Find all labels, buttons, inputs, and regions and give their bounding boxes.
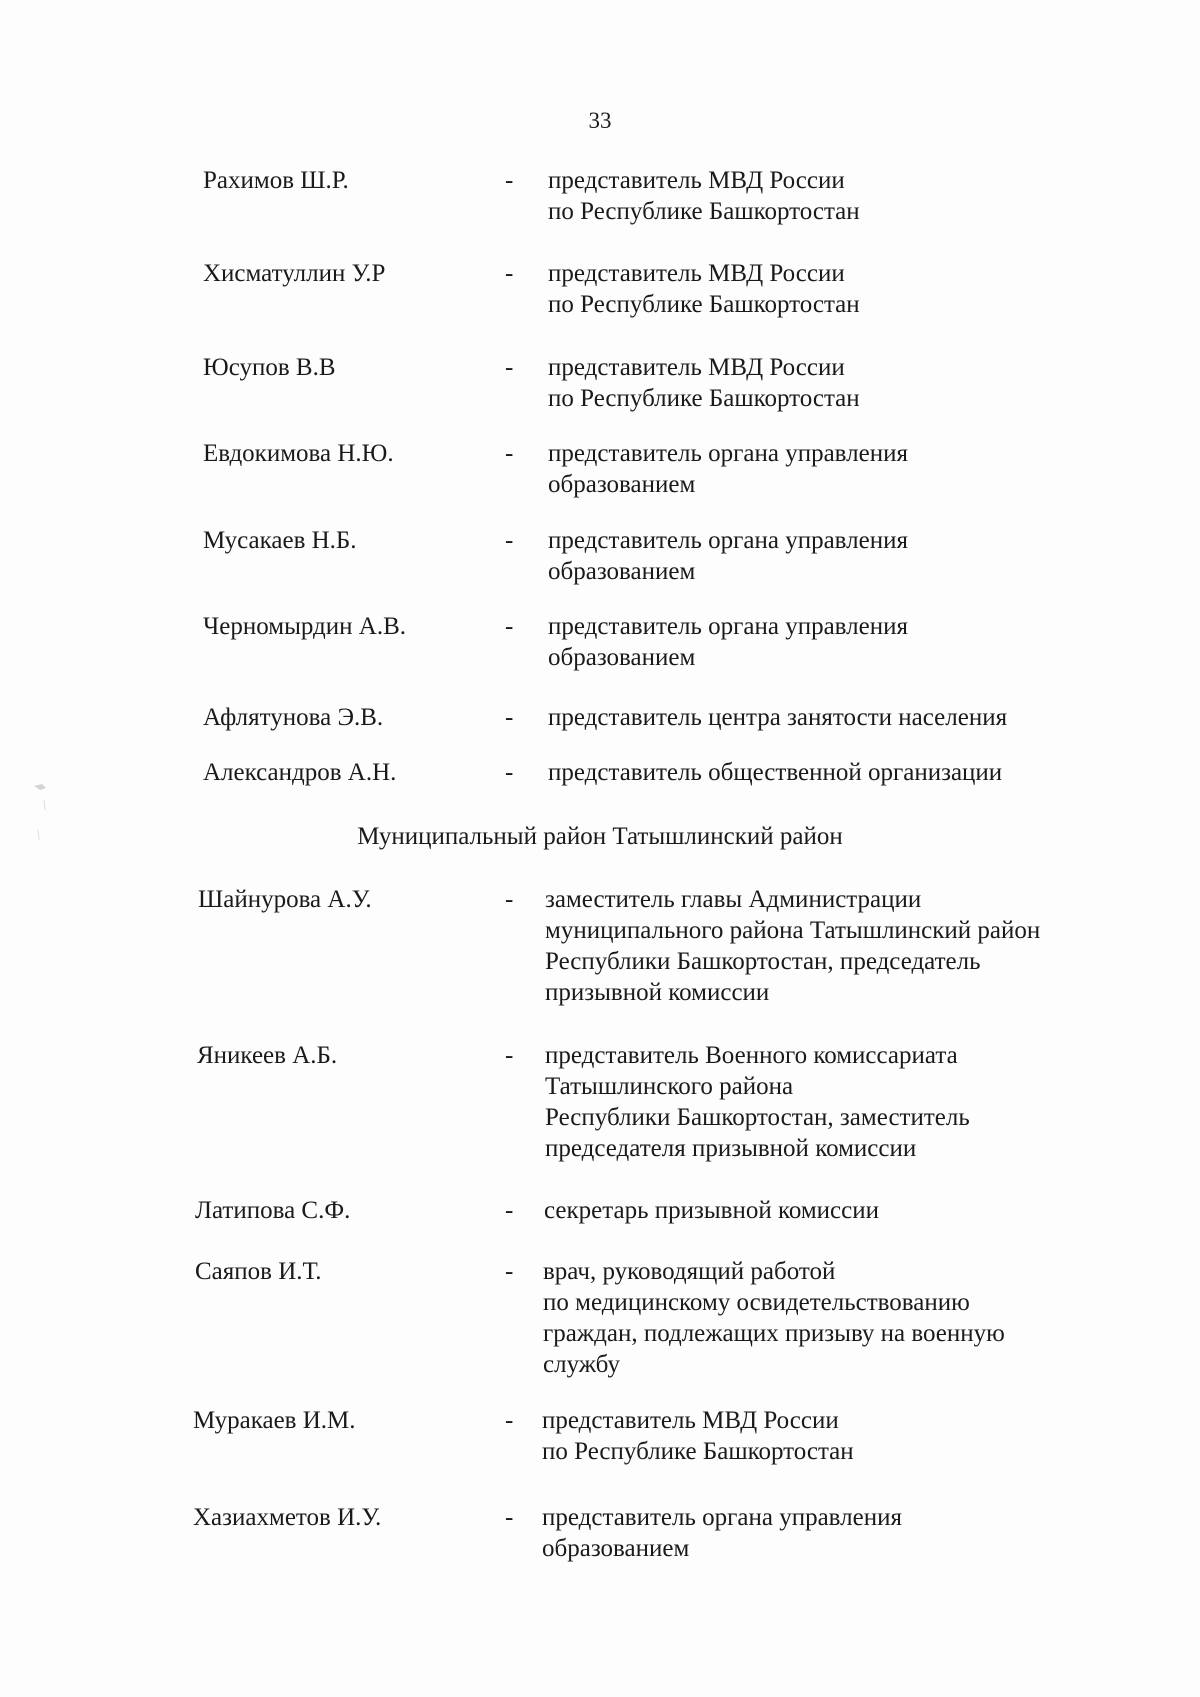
separator-dash: -	[505, 354, 514, 381]
role-line: представитель органа управления	[548, 440, 908, 467]
role-line: председателя призывной комиссии	[545, 1135, 917, 1162]
role-line: по медицинскому освидетельствованию	[543, 1289, 970, 1316]
role-line: представитель центра занятости населения	[548, 704, 1008, 731]
role-line: секретарь призывной комиссии	[544, 1197, 880, 1224]
separator-dash: -	[505, 167, 514, 194]
role-line: представитель общественной организации	[548, 759, 1003, 786]
member-role	[548, 165, 1108, 227]
member-role	[548, 438, 1108, 500]
role-line: по Республике Башкортостан	[548, 198, 860, 225]
member-name: Шайнурова А.У.	[198, 886, 372, 913]
role-line: врач, руководящий работой	[543, 1258, 836, 1285]
member-role	[545, 1040, 1105, 1164]
separator-dash: -	[505, 704, 514, 731]
role-line: Татышлинского района	[545, 1073, 794, 1100]
member-role	[545, 884, 1105, 1008]
role-line: заместитель главы Администрации	[545, 886, 922, 913]
section-heading: Муниципальный район Татышлинский район	[357, 823, 843, 850]
role-line: образованием	[548, 558, 696, 585]
member-name: Хисматуллин У.Р	[203, 260, 386, 287]
member-role	[542, 1405, 1102, 1467]
member-name: Мусакаев Н.Б.	[203, 527, 357, 554]
separator-dash: -	[505, 527, 514, 554]
separator-dash: -	[505, 759, 514, 786]
member-name: Саяпов И.Т.	[195, 1258, 322, 1285]
separator-dash: -	[505, 1197, 514, 1224]
role-line: образованием	[548, 471, 696, 498]
role-line: представитель МВД России	[548, 167, 845, 194]
role-line: образованием	[542, 1535, 690, 1562]
member-name: Яникеев А.Б.	[197, 1042, 338, 1069]
separator-dash: -	[505, 886, 514, 913]
role-line: Республики Башкортостан, заместитель	[545, 1104, 970, 1131]
role-line: представитель органа управления	[548, 527, 908, 554]
member-name: Муракаев И.М.	[193, 1407, 356, 1434]
member-role	[548, 525, 1108, 587]
member-name: Хазиахметов И.У.	[193, 1504, 382, 1531]
role-line: граждан, подлежащих призыву на военную	[543, 1320, 1005, 1347]
role-line: представитель МВД России	[548, 354, 845, 381]
role-line: службу	[543, 1351, 620, 1378]
role-line: по Республике Башкортостан	[548, 385, 860, 412]
role-line: представитель органа управления	[542, 1504, 902, 1531]
member-name: Латипова С.Ф.	[195, 1197, 351, 1224]
role-line: Республики Башкортостан, председатель	[545, 948, 981, 975]
member-role	[548, 611, 1108, 673]
member-role	[542, 1502, 1102, 1564]
separator-dash: -	[505, 440, 514, 467]
member-role	[548, 757, 1108, 788]
role-line: представитель органа управления	[548, 613, 908, 640]
member-name: Афлятунова Э.В.	[203, 704, 384, 731]
role-line: представитель МВД России	[548, 260, 845, 287]
role-line: муниципального района Татышлинский район	[545, 917, 1041, 944]
separator-dash: -	[505, 1504, 514, 1531]
role-line: по Республике Башкортостан	[542, 1438, 854, 1465]
scan-artifact-icon	[30, 780, 52, 860]
page-number: 33	[588, 108, 612, 133]
separator-dash: -	[505, 1258, 514, 1285]
role-line: образованием	[548, 644, 696, 671]
member-role	[548, 258, 1108, 320]
role-line: представитель Военного комиссариата	[545, 1042, 958, 1069]
member-role	[544, 1195, 1104, 1226]
member-name: Рахимов Ш.Р.	[203, 167, 349, 194]
member-role	[548, 352, 1108, 414]
member-name: Юсупов В.В	[203, 354, 336, 381]
member-name: Александров А.Н.	[203, 759, 397, 786]
member-role	[548, 702, 1108, 733]
member-name: Евдокимова Н.Ю.	[203, 440, 394, 467]
role-line: по Республике Башкортостан	[548, 291, 860, 318]
separator-dash: -	[505, 1042, 514, 1069]
separator-dash: -	[505, 260, 514, 287]
role-line: призывной комиссии	[545, 979, 770, 1006]
role-line: представитель МВД России	[542, 1407, 839, 1434]
member-role	[543, 1256, 1103, 1380]
separator-dash: -	[505, 1407, 514, 1434]
separator-dash: -	[505, 613, 514, 640]
member-name: Черномырдин А.В.	[203, 613, 406, 640]
